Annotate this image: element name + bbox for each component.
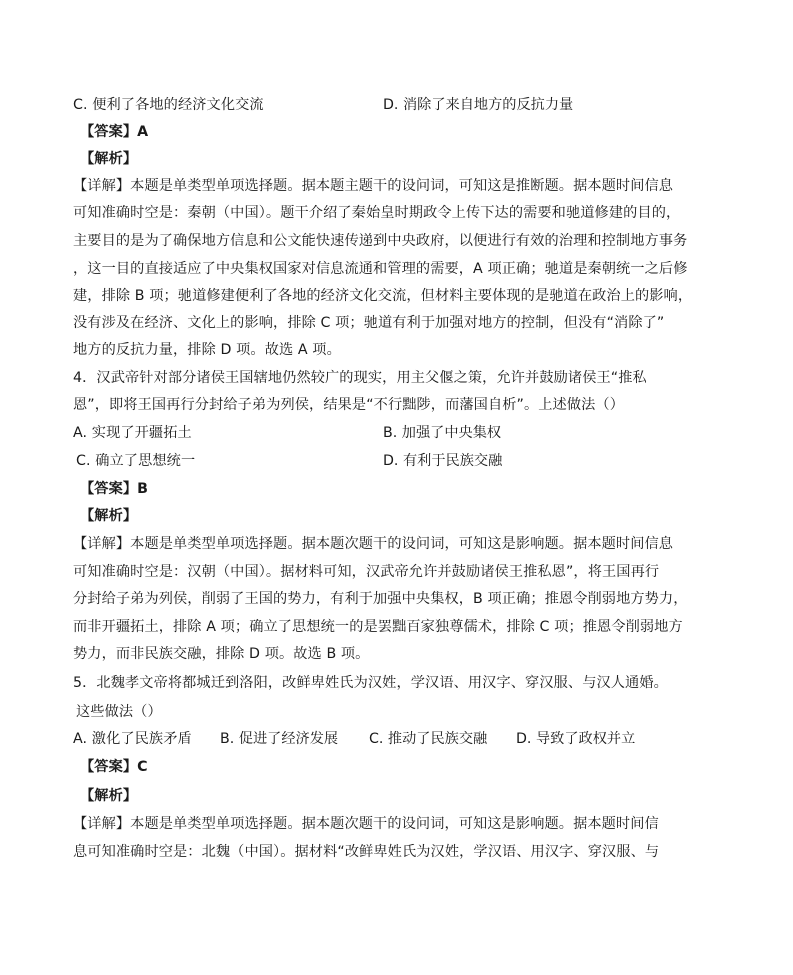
q3-detail-line-7: 地方的反抗力量，排除 D 项。故选 A 项。	[73, 342, 341, 358]
q3-option-c: C. 便利了各地的经济文化交流	[73, 97, 264, 113]
q5-analysis-heading: 【解析】	[80, 788, 138, 804]
q3-detail-line-6: 没有涉及在经济、文化上的影响，排除 C 项；驰道有利于加强对地方的控制，但没有“消除了”	[73, 315, 665, 331]
q3-detail-line-5: 建，排除 B 项；驰道修建便利了各地的经济文化交流，但材料主要体现的是驰道在政治上的影响，	[73, 288, 693, 304]
q3-analysis-heading: 【解析】	[80, 151, 138, 167]
q4-detail-line-3: 分封给子弟为列侯，削弱了王国的势力，有利于加强中央集权，B 项正确；推恩令削弱地方势力，	[73, 591, 688, 607]
q4-detail-line-2: 可知准确时空是：汉朝（中国）。据材料可知，汉武帝允许并鼓励诸侯王推私恩”，将王国再行	[73, 564, 660, 580]
q3-detail-line-4: ，这一目的直接适应了中央集权国家对信息流通和管理的需要，A 项正确；驰道是秦朝统一之后修	[73, 261, 688, 277]
q5-detail-line-2: 息可知准确时空是：北魏（中国）。据材料“改鲜卑姓氏为汉姓，学汉语、用汉字、穿汉服、与	[73, 844, 660, 860]
q4-stem-line-1: 4．汉武帝针对部分诸侯王国辖地仍然较广的现实，用主父偃之策，允许并鼓励诸侯王“推私	[73, 370, 647, 386]
q5-option-d: D. 导致了政权并立	[516, 731, 636, 747]
q5-answer: 【答案】C	[80, 759, 148, 775]
q4-option-d: D. 有利于民族交融	[383, 453, 503, 469]
q5-option-c: C. 推动了民族交融	[369, 731, 488, 747]
q3-option-d: D. 消除了来自地方的反抗力量	[383, 97, 574, 113]
q3-detail-line-1: 【详解】本题是单类型单项选择题。据本题主题干的设问词，可知这是推断题。据本题时间信息	[73, 178, 674, 194]
q4-option-a: A. 实现了开疆拓土	[73, 425, 192, 441]
q3-detail-line-2: 可知准确时空是：秦朝（中国）。题干介绍了秦始皇时期政令上传下达的需要和驰道修建的目的，	[73, 205, 681, 221]
q5-option-b: B. 促进了经济发展	[220, 731, 339, 747]
q3-answer: 【答案】A	[80, 124, 149, 140]
q5-stem-line-2: 这些做法（）	[76, 704, 162, 720]
q4-detail-line-5: 势力，而非民族交融，排除 D 项。故选 B 项。	[73, 646, 370, 662]
q4-option-b: B. 加强了中央集权	[383, 425, 502, 441]
q5-detail-line-1: 【详解】本题是单类型单项选择题。据本题次题干的设问词，可知这是影响题。据本题时间信	[73, 816, 659, 832]
q4-answer: 【答案】B	[80, 481, 149, 497]
q5-stem-line-1: 5．北魏孝文帝将都城迁到洛阳，改鲜卑姓氏为汉姓，学汉语、用汉字、穿汉服、与汉人通婚。	[73, 675, 668, 691]
q4-option-c: C. 确立了思想统一	[76, 453, 196, 469]
q3-detail-line-3: 主要目的是为了确保地方信息和公文能快速传递到中央政府，以便进行有效的治理和控制地方事务	[73, 233, 688, 249]
q4-stem-line-2: 恩”，即将王国再行分封给子弟为列侯，结果是“不行黜陟，而藩国自析”。上述做法（）	[73, 397, 624, 413]
q5-option-a: A. 激化了民族矛盾	[73, 731, 192, 747]
q4-analysis-heading: 【解析】	[80, 508, 138, 524]
q4-detail-line-1: 【详解】本题是单类型单项选择题。据本题次题干的设问词，可知这是影响题。据本题时间信息	[73, 536, 674, 552]
q4-detail-line-4: 而非开疆拓土，排除 A 项；确立了思想统一的是罢黜百家独尊儒术，排除 C 项；推恩令削弱地方	[73, 619, 683, 635]
